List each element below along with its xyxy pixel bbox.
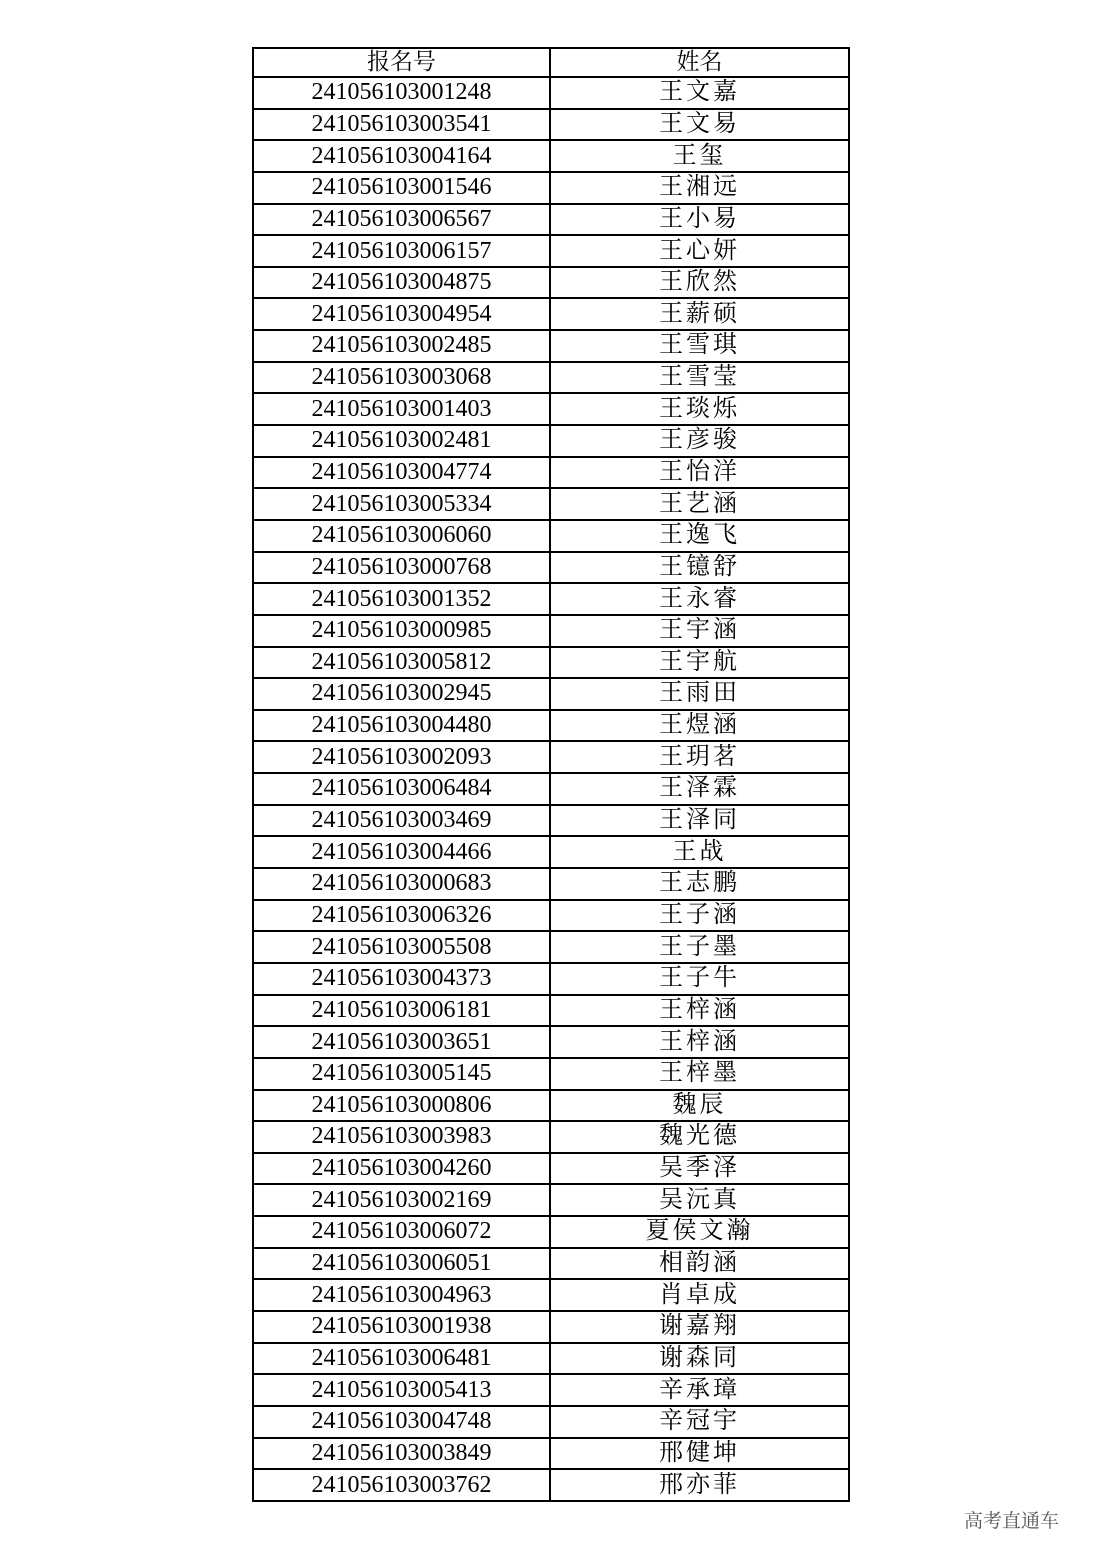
name-cell: 肖卓成 xyxy=(550,1279,849,1311)
table-row xyxy=(253,1374,849,1406)
registration-number-cell: 241056103003983 xyxy=(253,1121,550,1153)
table-row xyxy=(253,1026,849,1058)
table-row xyxy=(253,647,849,679)
name-cell: 王宇航 xyxy=(550,647,849,679)
name-cell: 谢森同 xyxy=(550,1343,849,1375)
registration-number-cell: 241056103000985 xyxy=(253,615,550,647)
table-row xyxy=(253,1406,849,1438)
name-cell: 王心妍 xyxy=(550,235,849,267)
registration-number-cell: 241056103006072 xyxy=(253,1216,550,1248)
table-row xyxy=(253,1184,849,1216)
table-row xyxy=(253,836,849,868)
table-row xyxy=(253,109,849,141)
name-cell: 王战 xyxy=(550,836,849,868)
table-row xyxy=(253,1279,849,1311)
name-cell: 王琰烁 xyxy=(550,393,849,425)
header-registration-number: 报名号 xyxy=(253,48,550,77)
table-row xyxy=(253,741,849,773)
name-cell: 王梓涵 xyxy=(550,995,849,1027)
name-cell: 王煜涵 xyxy=(550,710,849,742)
header-name: 姓名 xyxy=(550,48,849,77)
registration-number-cell: 241056103001248 xyxy=(253,77,550,109)
registration-number-cell: 241056103006481 xyxy=(253,1343,550,1375)
table-row xyxy=(253,1311,849,1343)
name-cell: 王泽霖 xyxy=(550,773,849,805)
name-cell: 王梓涵 xyxy=(550,1026,849,1058)
name-cell: 辛承璋 xyxy=(550,1374,849,1406)
table-row xyxy=(253,552,849,584)
name-cell: 王雪莹 xyxy=(550,362,849,394)
registration-number-cell: 241056103005508 xyxy=(253,931,550,963)
name-cell: 王怡洋 xyxy=(550,457,849,489)
table-row xyxy=(253,868,849,900)
registration-number-cell: 241056103004875 xyxy=(253,267,550,299)
name-cell: 王永睿 xyxy=(550,583,849,615)
table-row xyxy=(253,963,849,995)
name-cell: 辛冠宇 xyxy=(550,1406,849,1438)
name-cell: 王艺涵 xyxy=(550,488,849,520)
name-cell: 王梓墨 xyxy=(550,1058,849,1090)
table-row xyxy=(253,393,849,425)
registration-number-cell: 241056103002481 xyxy=(253,425,550,457)
registration-number-cell: 241056103004954 xyxy=(253,298,550,330)
name-cell: 王文易 xyxy=(550,109,849,141)
table-row xyxy=(253,330,849,362)
table-row xyxy=(253,488,849,520)
name-cell: 王镱舒 xyxy=(550,552,849,584)
name-cell: 王子墨 xyxy=(550,931,849,963)
table-row xyxy=(253,298,849,330)
name-cell: 王志鹏 xyxy=(550,868,849,900)
registration-number-cell: 241056103005145 xyxy=(253,1058,550,1090)
table-row xyxy=(253,1469,849,1501)
name-cell: 王文嘉 xyxy=(550,77,849,109)
name-cell: 王子涵 xyxy=(550,900,849,932)
registration-number-cell: 241056103006157 xyxy=(253,235,550,267)
table-row xyxy=(253,140,849,172)
name-cell: 王子牛 xyxy=(550,963,849,995)
table-row xyxy=(253,1153,849,1185)
table-row xyxy=(253,520,849,552)
table-row xyxy=(253,1343,849,1375)
name-cell: 王湘远 xyxy=(550,172,849,204)
name-cell: 王雨田 xyxy=(550,678,849,710)
registration-number-cell: 241056103006060 xyxy=(253,520,550,552)
registration-number-cell: 241056103004373 xyxy=(253,963,550,995)
registration-number-cell: 241056103005812 xyxy=(253,647,550,679)
registration-number-cell: 241056103006567 xyxy=(253,204,550,236)
registration-number-cell: 241056103006484 xyxy=(253,773,550,805)
registration-number-cell: 241056103004963 xyxy=(253,1279,550,1311)
registration-number-cell: 241056103002945 xyxy=(253,678,550,710)
name-cell: 夏侯文瀚 xyxy=(550,1216,849,1248)
table-row xyxy=(253,425,849,457)
registration-number-cell: 241056103004480 xyxy=(253,710,550,742)
registration-number-cell: 241056103003541 xyxy=(253,109,550,141)
table-row xyxy=(253,1121,849,1153)
table-body xyxy=(253,77,849,1501)
table-row xyxy=(253,204,849,236)
name-cell: 王逸飞 xyxy=(550,520,849,552)
table-row xyxy=(253,1248,849,1280)
watermark-text: 高考直通车 xyxy=(964,1510,1060,1532)
name-cell: 王泽同 xyxy=(550,805,849,837)
name-cell: 魏辰 xyxy=(550,1090,849,1122)
name-cell: 谢嘉翔 xyxy=(550,1311,849,1343)
name-cell: 王小易 xyxy=(550,204,849,236)
table-row xyxy=(253,1438,849,1470)
table-row xyxy=(253,583,849,615)
registration-number-cell: 241056103004748 xyxy=(253,1406,550,1438)
registration-number-cell: 241056103002169 xyxy=(253,1184,550,1216)
table-row xyxy=(253,267,849,299)
table-row xyxy=(253,77,849,109)
table-row xyxy=(253,1216,849,1248)
table-row xyxy=(253,1090,849,1122)
registration-number-cell: 241056103006181 xyxy=(253,995,550,1027)
table-row xyxy=(253,900,849,932)
name-cell: 邢健坤 xyxy=(550,1438,849,1470)
name-cell: 相韵涵 xyxy=(550,1248,849,1280)
table-row xyxy=(253,773,849,805)
name-cell: 邢亦菲 xyxy=(550,1469,849,1501)
table-row xyxy=(253,710,849,742)
registration-number-cell: 241056103001352 xyxy=(253,583,550,615)
registration-number-cell: 241056103002485 xyxy=(253,330,550,362)
registration-number-cell: 241056103000768 xyxy=(253,552,550,584)
registration-number-cell: 241056103003762 xyxy=(253,1469,550,1501)
table-row xyxy=(253,235,849,267)
registration-number-cell: 241056103001938 xyxy=(253,1311,550,1343)
name-cell: 王欣然 xyxy=(550,267,849,299)
name-cell: 吴沅真 xyxy=(550,1184,849,1216)
table-row xyxy=(253,1058,849,1090)
registration-number-cell: 241056103003651 xyxy=(253,1026,550,1058)
table-row xyxy=(253,362,849,394)
table-row xyxy=(253,931,849,963)
registration-number-cell: 241056103001546 xyxy=(253,172,550,204)
registration-number-cell: 241056103001403 xyxy=(253,393,550,425)
table-row xyxy=(253,457,849,489)
registration-number-cell: 241056103003469 xyxy=(253,805,550,837)
registration-number-cell: 241056103004466 xyxy=(253,836,550,868)
registration-number-cell: 241056103005413 xyxy=(253,1374,550,1406)
name-cell: 魏光德 xyxy=(550,1121,849,1153)
registration-number-cell: 241056103006051 xyxy=(253,1248,550,1280)
registration-number-cell: 241056103002093 xyxy=(253,741,550,773)
table-row xyxy=(253,678,849,710)
name-cell: 吴季泽 xyxy=(550,1153,849,1185)
registration-number-cell: 241056103003849 xyxy=(253,1438,550,1470)
registration-number-cell: 241056103006326 xyxy=(253,900,550,932)
table-row xyxy=(253,172,849,204)
name-cell: 王彦骏 xyxy=(550,425,849,457)
registration-number-cell: 241056103000806 xyxy=(253,1090,550,1122)
registration-number-cell: 241056103000683 xyxy=(253,868,550,900)
header-row xyxy=(253,48,849,77)
name-cell: 王玺 xyxy=(550,140,849,172)
registration-number-cell: 241056103004260 xyxy=(253,1153,550,1185)
name-cell: 王雪琪 xyxy=(550,330,849,362)
registration-number-cell: 241056103003068 xyxy=(253,362,550,394)
name-cell: 王宇涵 xyxy=(550,615,849,647)
registration-number-cell: 241056103005334 xyxy=(253,488,550,520)
registration-number-cell: 241056103004774 xyxy=(253,457,550,489)
table-row xyxy=(253,995,849,1027)
registration-number-cell: 241056103004164 xyxy=(253,140,550,172)
table-row xyxy=(253,615,849,647)
table-header xyxy=(253,48,849,77)
name-cell: 王薪硕 xyxy=(550,298,849,330)
roster-table xyxy=(252,47,850,1502)
name-cell: 王玥茗 xyxy=(550,741,849,773)
table-row xyxy=(253,805,849,837)
